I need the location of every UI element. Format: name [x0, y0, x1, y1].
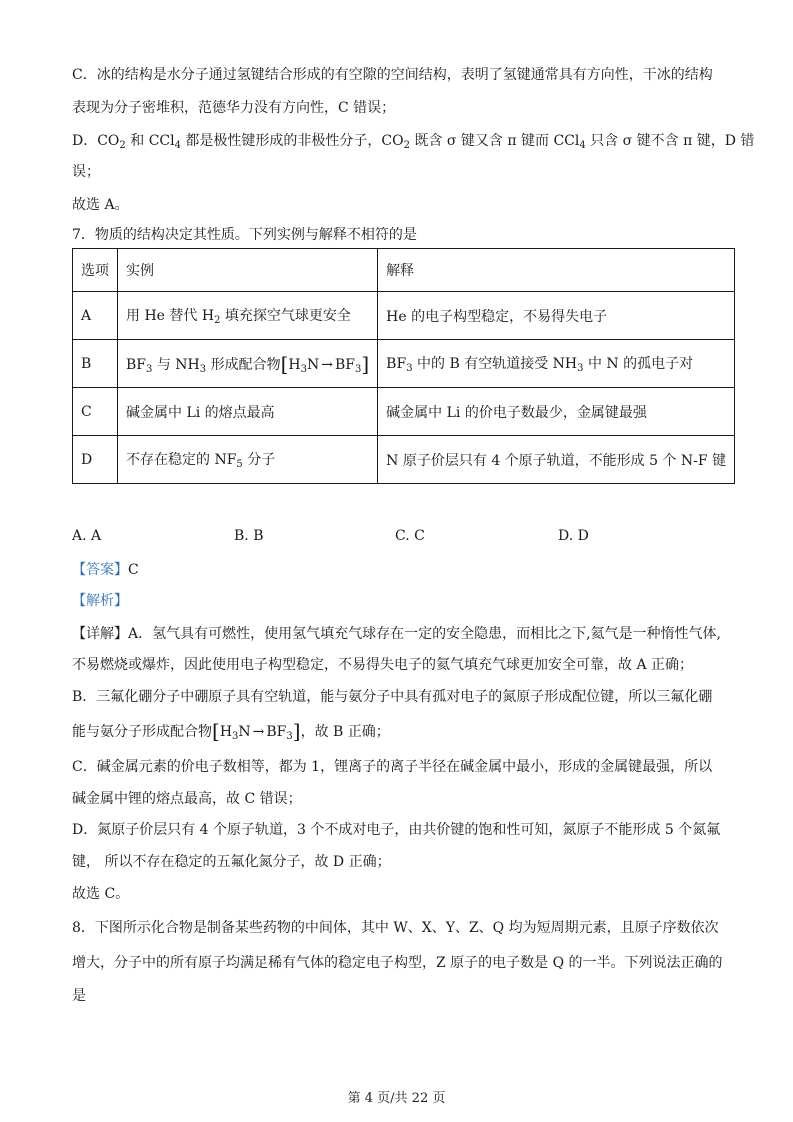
- row-c-option: C: [73, 388, 118, 436]
- detail-b-line2: 能与氨分子形成配合物$[H_3N \to BF_3]$，故 B 正确；: [72, 719, 390, 743]
- header-explanation: 解释: [378, 249, 735, 292]
- detail-c-line2: 碱金属中锂的熔点最高，故 C 错误；: [72, 791, 302, 807]
- detail-c-line1: C．碱金属元素的价电子数相等，都为 1，锂离子的离子半径在碱金属中最小，形成的金属键最强，所以: [72, 759, 713, 775]
- answer-label: 【答案】: [72, 562, 128, 578]
- prev-option-d-line1: D．$CO_2$ 和 CCl$_4$ 都是极性键形成的非极性分子，$CO_2$ 既含 σ 键又含 π 键而 CCl$_4$ 只含 σ 键不含 π 键，D 错: [72, 133, 755, 151]
- answer-line: [72, 553, 722, 588]
- row-a-explanation: He 的电子构型稳定，不易得失电子: [378, 292, 735, 340]
- option-a: A. A: [72, 528, 102, 544]
- question-7-table: [72, 248, 735, 484]
- row-a-option: A: [73, 292, 118, 340]
- table-row: [73, 388, 735, 436]
- detail-d-line1: D．氮原子价层只有 4 个原子轨道，3 个不成对电子，由共价键的饱和性可知，氮原子不能形成 5 个氮氟: [72, 822, 721, 838]
- prev-conclusion: 故选 A。: [72, 197, 129, 213]
- detail-d-line2: 键， 所以不存在稳定的五氟化氮分子，故 D 正确；: [72, 854, 391, 870]
- row-d-explanation: N 原子价层只有 4 个原子轨道，不能形成 5 个 N-F 键: [378, 436, 735, 484]
- row-d-example: 不存在稳定的 $NF_5$ 分子: [118, 436, 378, 484]
- header-example: 实例: [118, 249, 378, 292]
- row-d-option: D: [73, 436, 118, 484]
- detail-label: 【详解】: [72, 626, 128, 642]
- option-b: B. B: [234, 528, 264, 544]
- detail-a-line1: 【详解】A．氢气具有可燃性，使用氢气填充气球存在一定的安全隐患，而相比之下,氦气是一种惰性气体,: [72, 626, 722, 642]
- row-c-explanation: 碱金属中 Li 的价电子数最少，金属键最强: [378, 388, 735, 436]
- row-b-explanation: $BF_3$ 中的 B 有空轨道接受 $NH_3$ 中 N 的孤电子对: [378, 340, 735, 388]
- prev-option-c-line2: 表现为分子密堆积，范德华力没有方向性，C 错误；: [72, 100, 396, 116]
- page-footer: 第 4 页/共 22 页: [347, 1091, 446, 1106]
- header-option: 选项: [73, 249, 118, 292]
- table-header-row: [73, 249, 735, 292]
- analysis-label: 【解析】: [72, 593, 128, 609]
- table-row: [73, 340, 735, 388]
- row-b-option: B: [73, 340, 118, 388]
- detail-b-line1: B．三氟化硼分子中硼原子具有空轨道，能与氨分子中具有孤对电子的氮原子形成配位键，所以三氟化硼: [72, 689, 713, 705]
- option-d: D. D: [558, 528, 589, 544]
- prev-option-d-line2: 误；: [72, 164, 100, 180]
- detail-a-line2: 不易燃烧或爆炸，因此使用电子构型稳定，不易得失电子的氦气填充气球更加安全可靠，故 A 正确；: [72, 657, 694, 673]
- row-b-example: $BF_3$ 与 $NH_3$ 形成配合物$[H_3N \to BF_3]$: [118, 340, 378, 388]
- question-7-stem: 7．物质的结构决定其性质。下列实例与解释不相符的是: [72, 227, 417, 243]
- answer-value: C: [128, 562, 139, 578]
- option-c: C. C: [395, 528, 425, 544]
- table-row: [73, 436, 735, 484]
- question-8-line2: 增大，分子中的所有原子均满足稀有气体的稳定电子构型，Z 原子的电子数是 Q 的一半。下列说法正确的: [72, 955, 723, 971]
- table-row: [73, 292, 735, 340]
- prev-option-c-line1: C．冰的结构是水分子通过氢键结合形成的有空隙的空间结构，表明了氢键通常具有方向性，干冰的结构: [72, 67, 713, 83]
- answer-options: [72, 528, 722, 548]
- q7-conclusion: 故选 C。: [72, 886, 130, 902]
- question-8-line3: 是: [72, 988, 86, 1004]
- row-a-example: 用 He 替代 $H_2$ 填充探空气球更安全: [118, 292, 378, 340]
- row-c-example: 碱金属中 Li 的熔点最高: [118, 388, 378, 436]
- question-8-line1: 8．下图所示化合物是制备某些药物的中间体，其中 W、X、Y、Z、Q 均为短周期元素，且原子序数依次: [72, 920, 719, 936]
